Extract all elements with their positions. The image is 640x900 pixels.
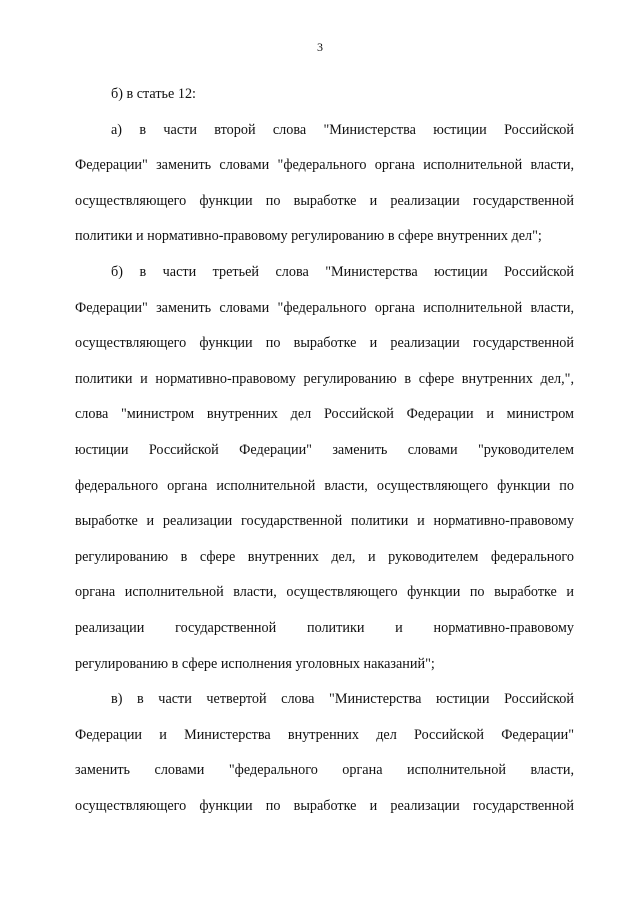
text-line: реализации государственной политики и нормативно-правовому: [75, 619, 574, 636]
text-line: выработке и реализации государственной политики и нормативно-правовому: [75, 513, 574, 530]
text-line: осуществляющего функции по выработке и реализации государственной: [75, 797, 574, 814]
text-line: а) в части второй слова "Министерства юстиции Российской: [111, 121, 574, 138]
text-line: федерального органа исполнительной власти, осуществляющего функции по: [75, 477, 574, 494]
text-line: Федерации" заменить словами "федерального органа исполнительной власти,: [75, 157, 574, 174]
text-line: заменить словами "федерального органа исполнительной власти,: [75, 762, 574, 779]
page-number: 3: [317, 40, 323, 54]
text-line: регулированию в сфере внутренних дел, и руководителем федерального: [75, 548, 574, 565]
text-line: политики и нормативно-правовому регулированию в сфере внутренних дел";: [75, 228, 542, 245]
text-line: слова "министром внутренних дел Российской Федерации и министром: [75, 406, 574, 423]
text-line: регулированию в сфере исполнения уголовных наказаний";: [75, 655, 435, 672]
text-line: политики и нормативно-правовому регулированию в сфере внутренних дел,",: [75, 370, 574, 387]
text-line: органа исполнительной власти, осуществляющего функции по выработке и: [75, 584, 574, 601]
text-line: Федерации и Министерства внутренних дел Российской Федерации": [75, 726, 574, 743]
text-line: Федерации" заменить словами "федерального органа исполнительной власти,: [75, 299, 574, 316]
text-line: осуществляющего функции по выработке и реализации государственной: [75, 335, 574, 352]
text-line: юстиции Российской Федерации" заменить словами "руководителем: [75, 441, 574, 458]
text-line: в) в части четвертой слова "Министерства юстиции Российской: [111, 691, 574, 708]
document-body: [75, 77, 574, 824]
text-line: осуществляющего функции по выработке и реализации государственной: [75, 192, 574, 209]
text-line: б) в статье 12:: [111, 86, 196, 102]
text-line: б) в части третьей слова "Министерства юстиции Российской: [111, 263, 574, 280]
